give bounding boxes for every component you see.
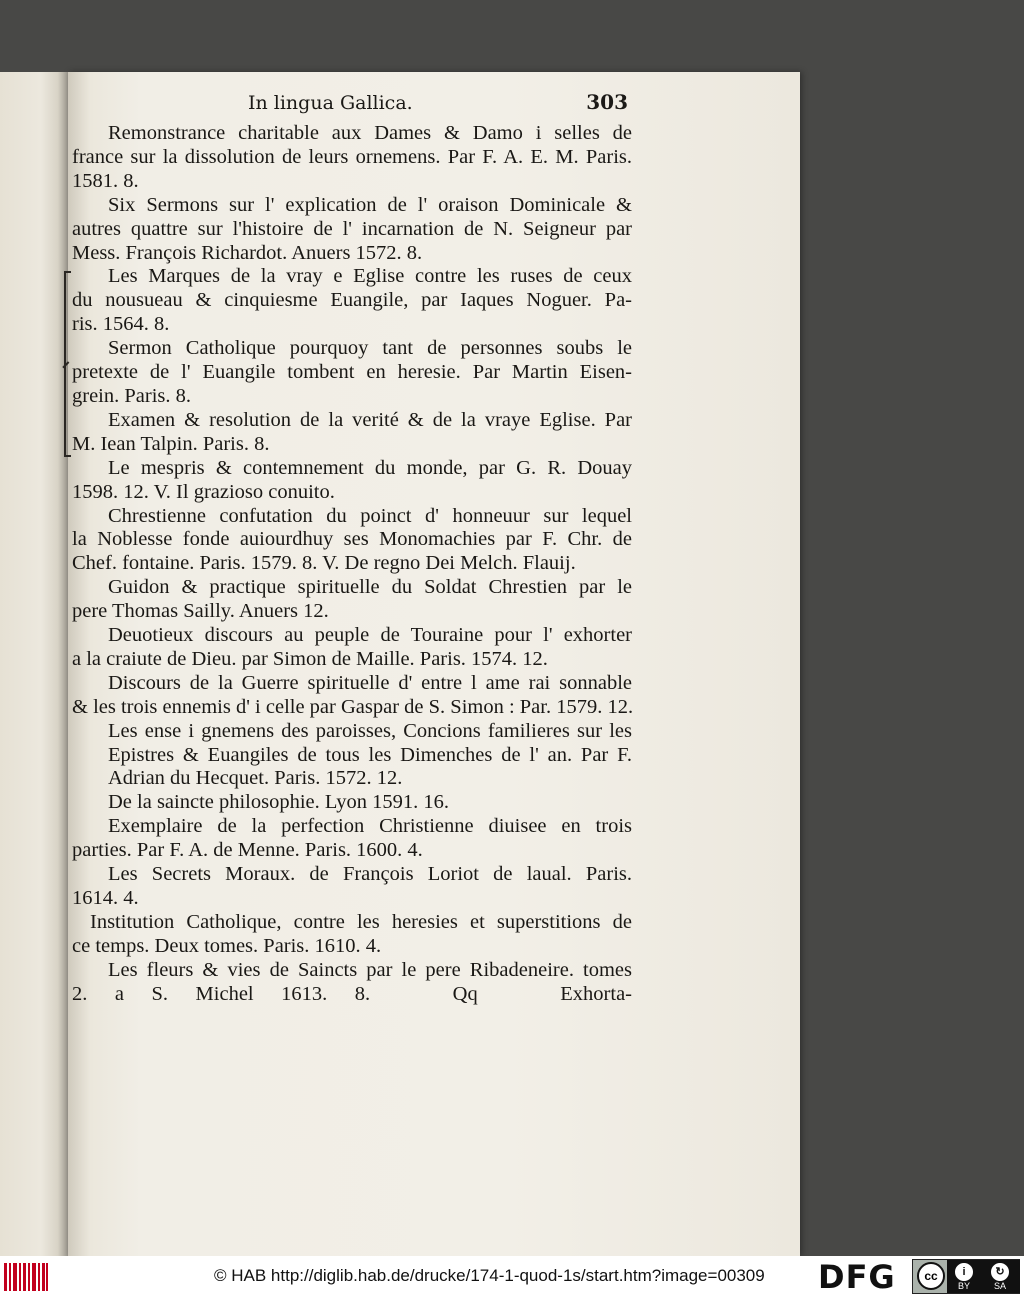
- text-line: a la craiute de Dieu. par Simon de Maille. Paris. 1574. 12.: [72, 647, 548, 670]
- license-terms: [947, 1260, 1020, 1293]
- bibliography-text: [72, 122, 632, 1007]
- hab-barcode-icon[interactable]: [4, 1263, 48, 1291]
- viewer-footer: [0, 1256, 1024, 1297]
- text-line: du nousueau & cinquiesme Euangile, par Iaques Noguer. Pa-: [72, 289, 632, 312]
- text-line: Les Secrets Moraux. de François Loriot de laual. Paris.: [108, 863, 632, 886]
- dfg-logo-icon[interactable]: DFG: [818, 1258, 896, 1296]
- text-line: Chrestienne confutation du poinct d' honneuur sur lequel: [108, 504, 632, 527]
- text-line: Les fleurs & vies de Saincts par le pere Ribadeneire. tomes: [108, 958, 632, 981]
- cc-license-badge[interactable]: [912, 1259, 1020, 1294]
- text-line: 1598. 12. V. Il grazioso conuito.: [72, 480, 335, 503]
- text-line: Guidon & practique spirituelle du Soldat Chrestien par le: [108, 576, 632, 599]
- by-label: BY: [957, 1281, 970, 1291]
- text-line: Sermon Catholique pourquoy tant de personnes soubs le: [108, 337, 632, 360]
- previous-page-edge: [0, 72, 68, 1256]
- text-line: Examen & resolution de la verité & de la vraye Eglise. Par: [108, 408, 632, 431]
- text-line: Discours de la Guerre spirituelle d' entre l ame rai sonnable: [108, 671, 632, 694]
- text-line: Remonstrance charitable aux Dames & Damo i selles de: [108, 122, 632, 144]
- catchword-line: 2. a S. Michel 1613. 8. Qq Exhorta-: [72, 982, 632, 1005]
- text-line: france sur la dissolution de leurs ornemens. Par F. A. E. M. Paris.: [72, 145, 632, 168]
- sa-label: SA: [993, 1281, 1006, 1291]
- text-line: 1581. 8.: [72, 169, 139, 192]
- cc-icon: cc: [917, 1262, 945, 1290]
- text-line: Les Marques de la vray e Eglise contre les ruses de ceux: [108, 265, 632, 288]
- text-line: pretexte de l' Euangile tombent en heresie. Par Martin Eisen-: [72, 361, 632, 384]
- by-icon: i: [955, 1263, 973, 1281]
- text-line: Exemplaire de la perfection Christienne diuisee en trois: [108, 815, 632, 838]
- text-line: Six Sermons sur l' explication de l' oraison Dominicale &: [108, 193, 632, 216]
- text-line: & les trois ennemis d' i celle par Gaspar de S. Simon : Par. 1579. 12.: [72, 695, 634, 718]
- text-line: Adrian du Hecquet. Paris. 1572. 12.: [108, 767, 403, 790]
- text-line: Chef. fontaine. Paris. 1579. 8. V. De regno Dei Melch. Flauij.: [72, 552, 576, 575]
- text-line: Deuotieux discours au peuple de Touraine pour l' exhorter: [108, 624, 632, 647]
- text-line: 1614. 4.: [72, 887, 139, 909]
- text-line: autres quattre sur l'histoire de l' incarnation de N. Seigneur par: [72, 217, 632, 240]
- text-line: grein. Paris. 8.: [72, 384, 191, 407]
- source-link[interactable]: © HAB http://diglib.hab.de/drucke/174-1-quod-1s/start.htm?image=00309: [214, 1266, 765, 1285]
- text-line: ris. 1564. 8.: [72, 313, 170, 336]
- text-line: parties. Par F. A. de Menne. Paris. 1600. 4.: [72, 839, 423, 862]
- text-line: la Noblesse fonde auiourdhuy ses Monomachies par F. Chr. de: [72, 528, 632, 551]
- text-line: Les ense i gnemens des paroisses, Concions familieres sur les: [108, 719, 632, 742]
- running-head: In lingua Gallica.: [248, 92, 413, 114]
- text-line: De la saincte philosophie. Lyon 1591. 16.: [108, 791, 450, 814]
- text-line: Mess. François Richardot. Anuers 1572. 8.: [72, 241, 423, 264]
- text-line: M. Iean Talpin. Paris. 8.: [72, 432, 270, 455]
- text-line: pere Thomas Sailly. Anuers 12.: [72, 600, 329, 623]
- text-line: Le mespris & contemnement du monde, par G. R. Douay: [108, 456, 632, 479]
- text-line: Institution Catholique, contre les heresies et superstitions de: [90, 910, 632, 933]
- page-number: 303: [586, 90, 628, 114]
- sa-icon: ↻: [991, 1263, 1009, 1281]
- text-line: ce temps. Deux tomes. Paris. 1610. 4.: [72, 934, 382, 957]
- text-line: Epistres & Euangiles de tous les Dimenches de l' an. Par F.: [108, 743, 632, 766]
